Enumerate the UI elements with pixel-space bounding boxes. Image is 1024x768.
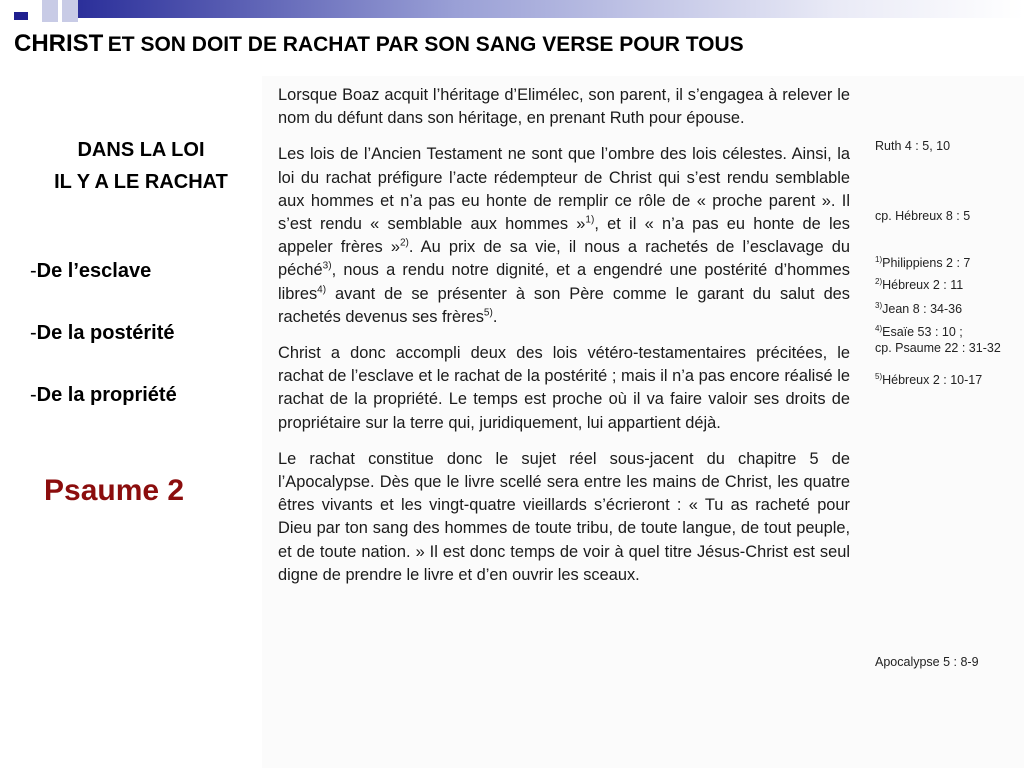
footnote-mark: 3) [875,300,883,310]
decoration-square [42,0,58,22]
list-item-label: De la propriété [36,384,177,406]
paragraph-text: . [492,307,498,326]
left-heading [30,134,252,198]
ref-hebreux-8-5: cp. Hébreux 8 : 5 [875,209,971,223]
list-item-label: De l’esclave [36,260,152,282]
list-item [30,256,177,318]
rachat-list [30,256,177,442]
header-decoration [0,0,1024,24]
left-heading-line1: DANS LA LOI [77,139,205,161]
scanned-body-text [278,84,850,600]
paragraph-apocalypse: Le rachat constitue donc le sujet réel sous-jacent du chapitre 5 de l’Apocalypse. Dès que le livre scellé sera entre les mains de Christ, les quatre êtres vivants et les vingt-quatre vieillards s’écrieront : « Tu as racheté pour Dieu par ton sang des hommes de toute tribu, de toute langue, de tout peuple, et de toute nation. » Il est donc temps de voir à quel titre Jésus-Christ est seul digne de prendre le livre et d’en ouvrir les sceaux. [278,449,850,584]
ref-apocalypse: Apocalypse 5 : 8-9 [875,655,979,669]
ref-text: Hébreux 2 : 11 [882,278,964,292]
paragraph-christ: Christ a donc accompli deux des lois vétéro-testamentaires précitées, le rachat de l’esclave et le rachat de la postérité ; mais il n’a pas encore réalisé le rachat de la propriété. Le temps est proche où il va faire valoir ses droits de propriétaire sur la terre qui, juridiquement, lui appartient déjà. [278,344,850,432]
footnote-mark: 4) [317,284,327,296]
decoration-square [62,0,78,22]
left-heading-line2: IL Y A LE RACHAT [54,171,228,193]
paragraph-text: avant de se présenter à son Père comme le garant du salut des rachetés devenus ses frères [278,284,850,326]
footnote-mark: 5) [875,371,883,381]
paragraph-text: Les lois de l’Ancien Testament ne sont que l’ombre des lois célestes. Ainsi, la loi du rachat préfigure l’acte rédempteur de Christ qui s’est rendu semblable aux hommes et n’a pas eu honte de remplir ce rôle de « proche parent ». Il s’est rendu « semblable aux hommes » [278,145,850,234]
psaume-heading: Psaume 2 [44,474,185,507]
footnote-mark: 5) [483,307,493,319]
ref-philippiens [875,256,970,271]
ref-ruth: Ruth 4 : 5, 10 [875,139,951,153]
title-first-word: CHRIST [14,30,104,57]
paragraph-text: , et il « n’a pas eu honte de les appeler frères » [278,215,850,257]
paragraph-text: . Au prix de sa vie, il nous a rachetés de l’esclavage du péché [278,238,850,280]
ref-hebreux-2-10 [875,373,982,388]
title-rest: ET SON DOIT DE RACHAT PAR SON SANG VERSE POUR TOUS [107,33,744,56]
ref-text: Philippiens 2 : 7 [882,256,971,270]
paragraph-text: , nous a rendu notre dignité, et a engendré une postérité d’hommes libres [278,261,850,303]
ref-text: Esaïe 53 : 10 ; [882,325,963,339]
slide-title [14,30,1014,58]
list-dash: - [30,384,37,406]
footnote-mark: 1) [875,254,883,264]
paragraph-boaz: Lorsque Boaz acquit l’héritage d’Elimélec, son parent, il s’engagea à relever le nom du défunt dans son héritage, en prenant Ruth pour épouse. [278,86,850,128]
ref-text: Hébreux 2 : 10-17 [882,373,983,387]
footnote-mark: 1) [585,214,595,226]
ref-text: Jean 8 : 34-36 [882,302,963,316]
footnote-mark: 3) [322,260,332,272]
ref-esaie [875,325,963,340]
list-dash: - [30,322,37,344]
ref-jean [875,302,962,317]
footnote-mark: 2) [399,237,409,249]
footnote-mark: 4) [875,323,883,333]
decoration-gradient-bar [78,0,1024,18]
list-item [30,318,177,380]
list-item-label: De la postérité [36,322,175,344]
list-dash: - [30,260,37,282]
footnote-mark: 2) [875,276,883,286]
list-item [30,380,177,442]
ref-psaume-22: cp. Psaume 22 : 31-32 [875,341,1001,355]
ref-hebreux-2-11 [875,278,963,293]
decoration-square [14,12,28,20]
paragraph-lois [278,143,850,329]
